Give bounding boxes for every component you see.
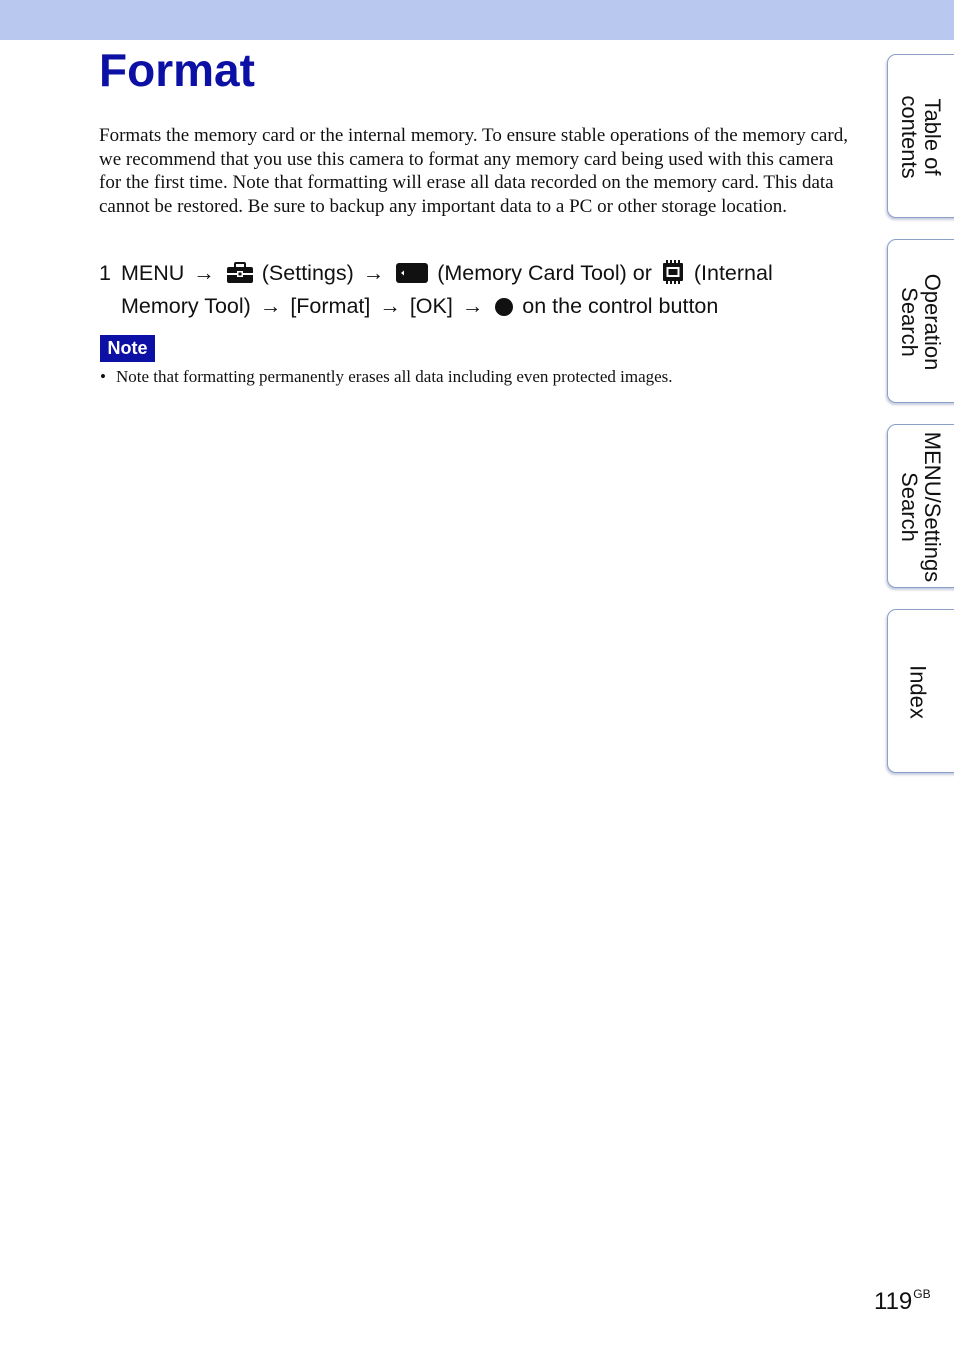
format-label: [Format] (290, 294, 371, 318)
internal-label-part1: (Internal (693, 261, 773, 285)
internal-memory-icon (660, 260, 686, 292)
page-number (874, 1287, 931, 1316)
filled-circle-icon (494, 296, 514, 325)
tab-label (907, 665, 930, 719)
arrow-icon: → (461, 294, 484, 318)
page-title: Format (99, 44, 255, 96)
tab-label-line: MENU/Settings (920, 431, 945, 583)
memory-card-icon (395, 262, 429, 292)
tab-label-line: Table of (920, 98, 945, 176)
tab-label-line: Index (905, 665, 931, 719)
settings-label: (Settings) (261, 261, 354, 285)
note-label: Note (100, 335, 155, 362)
tab-index[interactable] (887, 609, 954, 773)
menu-label: MENU (121, 261, 185, 285)
tab-label-line: Operation (920, 273, 945, 371)
tab-label (898, 95, 944, 178)
page-number-suffix: GB (913, 1287, 931, 1301)
step-instructions (121, 259, 839, 325)
note-item: • Note that formatting permanently erases all data including even protected images. (99, 366, 839, 387)
tab-menu-settings-search[interactable] (887, 424, 954, 588)
step-number: 1 (99, 261, 111, 285)
tab-label (898, 274, 944, 371)
arrow-icon: → (193, 261, 215, 285)
tab-label-line: contents (897, 95, 922, 179)
arrow-icon: → (379, 294, 401, 318)
toolbox-icon (226, 262, 254, 292)
memory-card-tool-label: (Memory Card Tool) or (437, 261, 652, 285)
step-1 (99, 259, 839, 325)
arrow-icon: → (362, 261, 385, 285)
tab-label (898, 432, 944, 582)
control-button-label: on the control button (522, 294, 719, 318)
intro-paragraph: Formats the memory card or the internal memory. To ensure stable operations of the memory card, we recommend that you use this camera to format any memory card being used with this camera for the first time. Note that formatting will erase all data recorded on the memory card. This data cannot be restored. Be sure to backup any important data to a PC or other storage location. (99, 125, 848, 217)
tab-label-line: Search (897, 287, 922, 357)
tab-operation-search[interactable] (887, 239, 954, 403)
header-band (0, 0, 954, 40)
tab-label-line: Search (897, 472, 922, 542)
page-number-value: 119 (874, 1288, 913, 1315)
arrow-icon: → (259, 294, 282, 318)
note-list (99, 366, 839, 387)
internal-label-part2: Memory Tool) (121, 294, 251, 318)
ok-label: [OK] (409, 294, 453, 318)
tab-table-of-contents[interactable] (887, 54, 954, 218)
